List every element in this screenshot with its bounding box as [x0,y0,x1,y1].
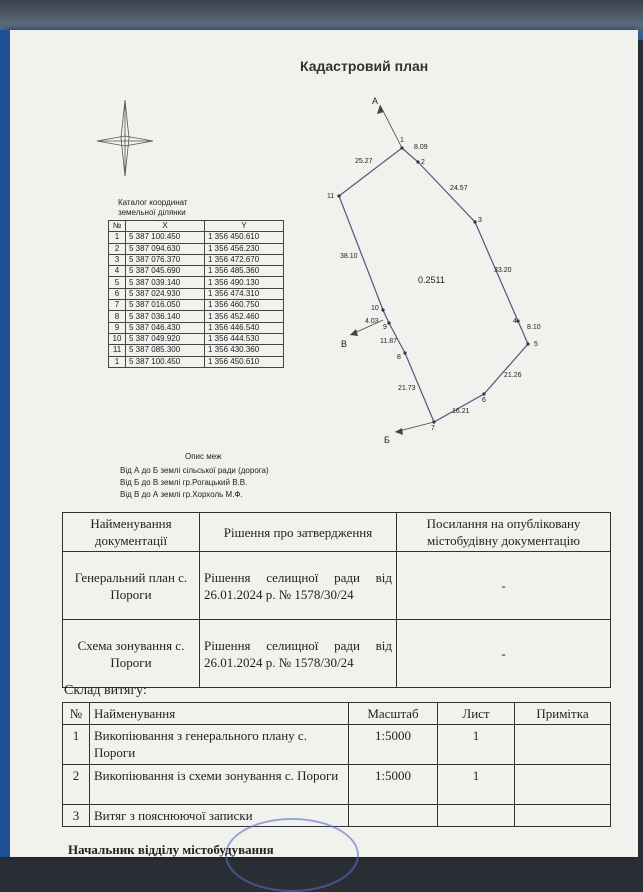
segment-length-label: 11.87 [380,338,397,345]
coords-cell-x: 5 387 100.450 [126,232,205,243]
parcel-vertex [403,351,406,354]
coords-cell-y: 1 356 485.360 [205,266,284,277]
coords-cell-x: 5 387 016.050 [126,300,205,311]
comp-row-sheet [438,805,515,827]
coords-row [109,300,284,311]
composition-label: Склад витягу: [64,683,147,698]
comp-row-n: 3 [63,805,90,827]
dir-v-label: В [341,339,348,349]
segment-length-label: 33.20 [494,267,512,274]
comp-row-name: Витяг з пояснюючої записки [90,805,349,827]
comp-row-scale: 1:5000 [349,725,438,765]
vertex-label: 8 [397,354,401,361]
header-decision: Рішення про затвердження [200,513,397,552]
comp-header-scale: Масштаб [349,703,438,725]
comp-row-name: Викопіювання із схеми зонування с. Пороги [90,765,349,805]
segment-length-label: 24.57 [450,185,468,192]
comp-header-n: № [63,703,90,725]
coords-cell-x: 5 387 049.920 [126,333,205,344]
comp-row-sheet: 1 [438,725,515,765]
coords-cell-x: 5 387 094.630 [126,243,205,254]
vertex-label: 7 [431,425,435,432]
parcel-vertex [473,220,476,223]
coords-header-y: Y [205,221,284,232]
page-title: Кадастровий план [300,58,429,74]
comp-row-name: Викопіювання з генерального плану с. Пороги [90,725,349,765]
vertex-label: 4 [513,318,517,325]
header-doc-name: Найменування документації [63,513,200,552]
coords-cell-x: 5 387 036.140 [126,311,205,322]
bounds-heading: Опис меж [185,452,222,461]
comp-row-note [515,725,611,765]
footer-signature-line: Начальник відділу містобудування [68,842,274,857]
segment-length-label: 21.26 [504,372,522,379]
coords-row [109,322,284,333]
coords-cell-n: 1 [109,356,126,367]
bound-v-a: Від В до А землі гр.Хорхоль М.Ф. [120,490,243,499]
coords-cell-x: 5 387 024.930 [126,288,205,299]
parcel-vertex [482,392,485,395]
bound-a-b: Від А до Б землі сільської ради (дорога) [120,466,269,475]
catalog-title-line1: Каталог координат [118,198,188,207]
parcel-vertex [432,420,435,423]
coords-cell-n: 9 [109,322,126,333]
coords-cell-y: 1 356 490.130 [205,277,284,288]
coords-cell-n: 2 [109,243,126,254]
comp-row-scale: 1:5000 [349,765,438,805]
coords-row [109,356,284,367]
coords-row [109,288,284,299]
coords-cell-n: 6 [109,288,126,299]
coords-cell-y: 1 356 472.670 [205,254,284,265]
comp-row-n: 1 [63,725,90,765]
catalog-title [118,198,188,218]
coords-row [109,254,284,265]
segment-length-label: 16.21 [452,408,470,415]
coords-cell-y: 1 356 456.230 [205,243,284,254]
parcel-area: 0.2511 [418,275,445,285]
coordinates-table [108,220,284,368]
compass-rose-icon [97,100,153,176]
comp-row-scale [349,805,438,827]
coords-cell-n: 5 [109,277,126,288]
dir-b-label: Б [384,435,390,445]
composition-table [62,702,611,827]
coords-cell-y: 1 356 474.310 [205,288,284,299]
coords-cell-n: 10 [109,333,126,344]
documentation-table [62,512,611,688]
segment-length-label: 8.09 [414,144,428,151]
segment-length-label: 21.73 [398,385,416,392]
segment-length-label: 4.03 [365,318,379,325]
coords-cell-y: 1 356 446.540 [205,322,284,333]
catalog-title-line2: земельної ділянки [118,208,186,217]
coords-row [109,333,284,344]
vertex-label: 2 [421,159,425,166]
comp-row-sheet: 1 [438,765,515,805]
coords-cell-y: 1 356 450.610 [205,356,284,367]
comp-row-note [515,805,611,827]
vertex-label: 9 [383,324,387,331]
vertex-label: 3 [478,217,482,224]
parcel-vertex [337,194,340,197]
coords-row [109,243,284,254]
reference-cell: - [397,552,611,620]
doc-name-cell: Схема зонування с. Пороги [63,620,200,688]
vertex-label: 1 [400,137,404,144]
doc-name-cell: Генеральний план с. Пороги [63,552,200,620]
dir-a-label: А [372,96,379,106]
coords-cell-y: 1 356 430.360 [205,345,284,356]
coords-cell-n: 4 [109,266,126,277]
bound-b-v: Від Б до В землі гр.Рогацький В.В. [120,478,248,487]
segment-length-label: 38.10 [340,253,358,260]
coords-row [109,277,284,288]
coords-cell-n: 7 [109,300,126,311]
segment-length-label: 8.10 [527,324,541,331]
parcel-vertex [381,308,384,311]
coords-cell-y: 1 356 452.460 [205,311,284,322]
coords-cell-x: 5 387 100.450 [126,356,205,367]
decision-cell: Рішення селищної ради від 26.01.2024 р. № 1578/30/24 [200,552,397,620]
coords-row [109,232,284,243]
bounds-description [120,465,269,501]
comp-header-sheet: Лист [438,703,515,725]
parcel-vertex [400,146,403,149]
vertex-label: 6 [482,397,486,404]
vertex-label: 10 [371,305,379,312]
coords-cell-x: 5 387 076.370 [126,254,205,265]
coords-header-x: X [126,221,205,232]
coords-cell-y: 1 356 450.610 [205,232,284,243]
header-reference: Посилання на опубліковану містобудівну документацію [397,513,611,552]
coords-header-n: № [109,221,126,232]
coords-cell-x: 5 387 039.140 [126,277,205,288]
comp-row-n: 2 [63,765,90,805]
comp-header-note: Примітка [515,703,611,725]
coords-cell-y: 1 356 444.530 [205,333,284,344]
comp-row-note [515,765,611,805]
coords-cell-x: 5 387 046.430 [126,322,205,333]
coords-cell-y: 1 356 460.750 [205,300,284,311]
coords-cell-n: 3 [109,254,126,265]
vertex-label: 11 [327,193,335,200]
coords-cell-n: 1 [109,232,126,243]
coords-row [109,311,284,322]
reference-cell: - [397,620,611,688]
parcel-vertex [526,342,529,345]
comp-header-name: Найменування [90,703,349,725]
parcel-vertex [387,321,390,324]
decision-cell: Рішення селищної ради від 26.01.2024 р. № 1578/30/24 [200,620,397,688]
parcel-polygon [339,148,528,422]
coords-row [109,266,284,277]
coords-cell-x: 5 387 085.300 [126,345,205,356]
coords-row [109,345,284,356]
coords-cell-x: 5 387 045.690 [126,266,205,277]
coords-cell-n: 11 [109,345,126,356]
segment-length-label: 25.27 [355,158,373,165]
parcel-vertex [416,160,419,163]
coords-cell-n: 8 [109,311,126,322]
vertex-label: 5 [534,341,538,348]
